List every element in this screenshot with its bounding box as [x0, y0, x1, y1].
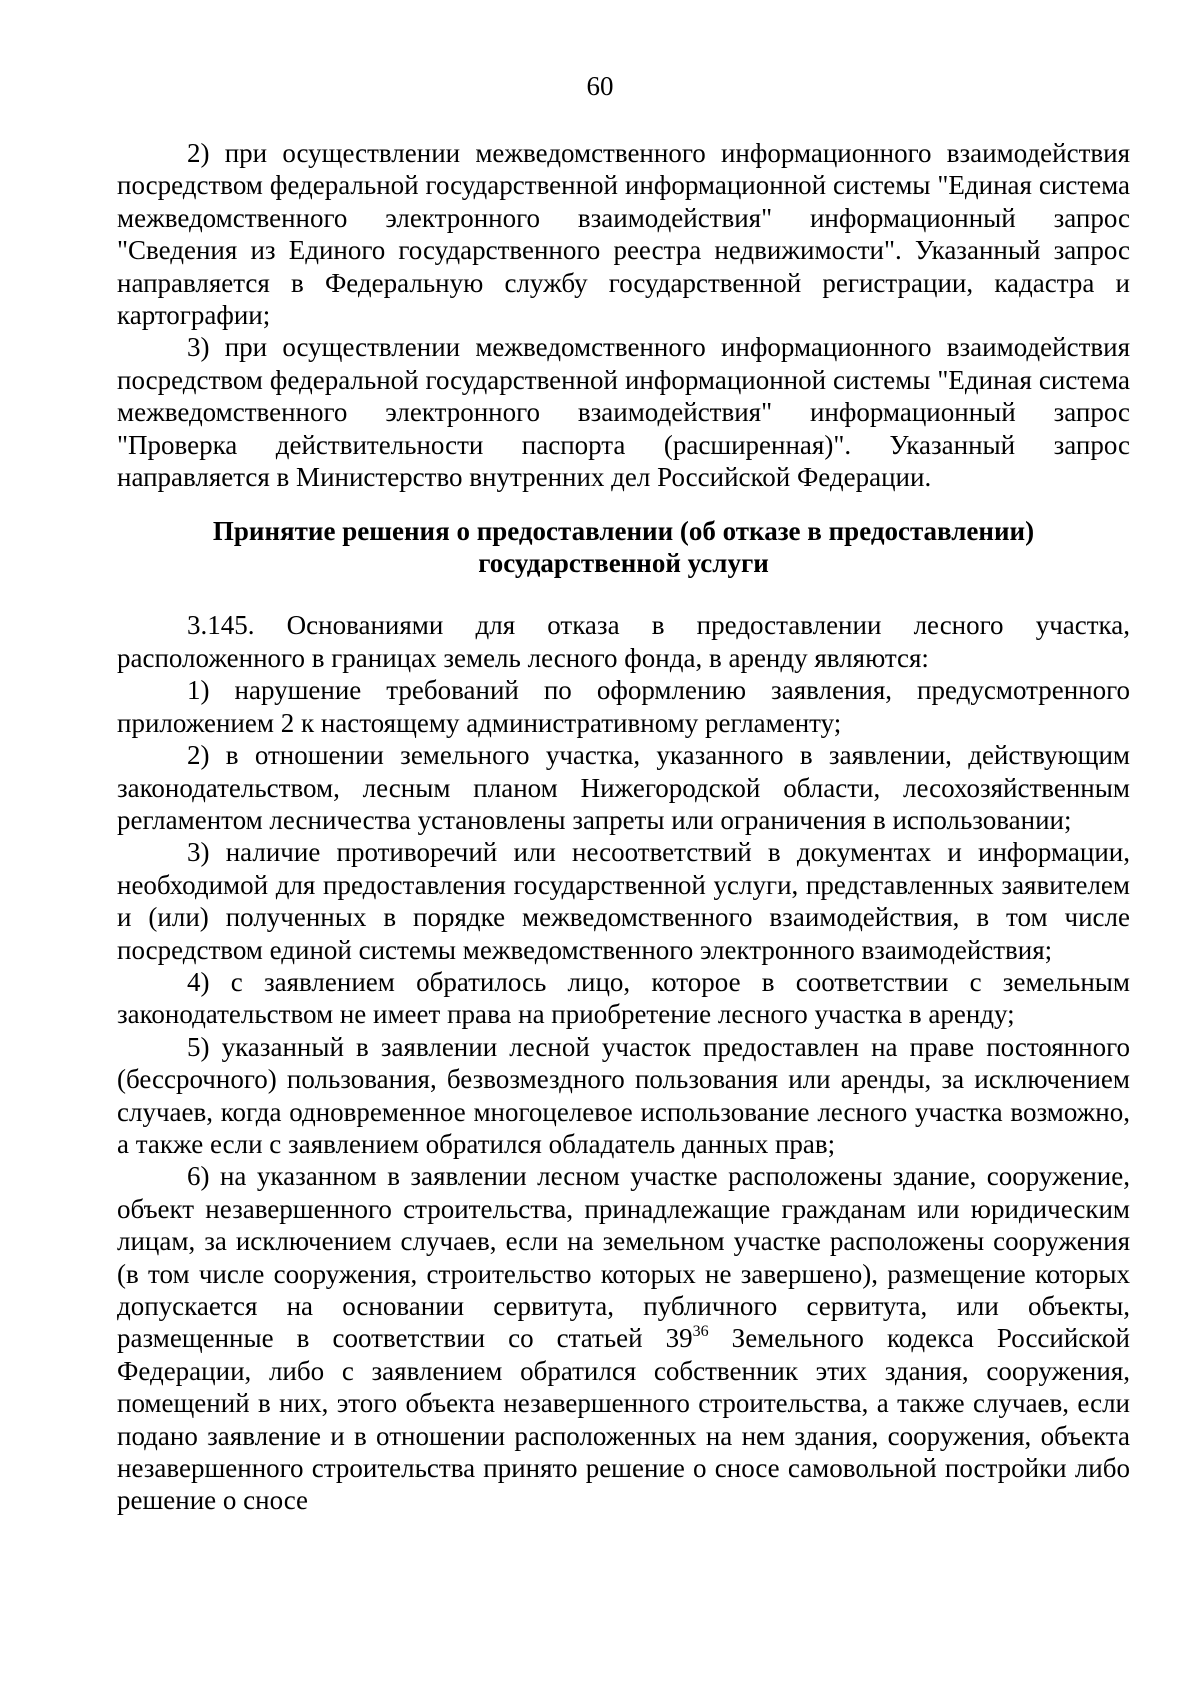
list-item-6 — [117, 1160, 1130, 1516]
list-item-2: 2) в отношении земельного участка, указанного в заявлении, действующим законодательством, лесным планом Нижегородской области, лесохозяйственным регламентом лесничества установлены запреты или ограничения в использовании; — [117, 740, 1130, 835]
paragraph-3-145: 3.145. Основаниями для отказа в предоставлении лесного участка, расположенного в границах земель лесного фонда, в аренду являются: — [117, 610, 1130, 673]
document-body — [117, 137, 1130, 1517]
list-item-6-text-b: Земельного кодекса Российской Федерации, либо с заявлением обратился собственник этих здания, сооружения, помещений в них, этого объекта незавершенного строительства, а также случаев, если подано заявление и в отношении расположенных на нем здания, сооружения, объекта незавершенного строительства принято решение о сносе самовольной постройки либо решение о сносе — [117, 1323, 1130, 1516]
section-heading-line-1: Принятие решения о предоставлении (об отказе в предоставлении) — [212, 516, 1035, 547]
paragraph-item-3: 3) при осуществлении межведомственного информационного взаимодействия посредством федеральной государственной информационной системы "Единая система межведомственного электронного взаимодействия" информационный запрос "Проверка действительности паспорта (расширенная)". Указанный запрос направляется в Министерство внутренних дел Российской Федерации. — [117, 332, 1130, 493]
list-item-4: 4) с заявлением обратилось лицо, которое в соответствии с земельным законодательством не имеет права на приобретение лесного участка в аренду; — [117, 966, 1130, 1030]
list-item-6-text-a: 6) на указанном в заявлении лесном участке расположены здание, сооружение, объект незавершенного строительства, принадлежащие гражданам или юридическим лицам, за исключением случаев, если на земельном участке расположены сооружения (в том числе сооружения, строительство которых не завершено), размещение которых допускается на основании сервитута, публичного сервитута, или объекты, размещенные в соответствии со статьей 39 — [117, 1161, 1130, 1354]
spacer — [117, 599, 1130, 609]
list-item-1: 1) нарушение требований по оформлению заявления, предусмотренного приложением 2 к настоящему административному регламенту; — [117, 675, 1130, 738]
article-superscript: 36 — [692, 1323, 709, 1341]
section-heading-line-2: государственной услуги — [478, 548, 769, 579]
list-item-5: 5) указанный в заявлении лесной участок предоставлен на праве постоянного (бессрочного) пользования, безвозмездного пользования или аренды, за исключением случаев, когда одновременное многоцелевое использование лесного участка возможно, а также если с заявлением обратился обладатель данных прав; — [117, 1031, 1130, 1159]
paragraph-item-2: 2) при осуществлении межведомственного информационного взаимодействия посредством федеральной государственной информационной системы "Единая система межведомственного электронного взаимодействия" информационный запрос "Сведения из Единого государственного реестра недвижимости". Указанный запрос направляется в Федеральную службу государственной регистрации, кадастра и картографии; — [117, 138, 1130, 331]
section-heading — [117, 515, 1130, 579]
list-item-3: 3) наличие противоречий или несоответствий в документах и информации, необходимой для предоставления государственной услуги, представленных заявителем и (или) полученных в порядке межведомственного взаимодействия, в том числе посредством единой системы межведомственного электронного взаимодействия; — [117, 837, 1130, 965]
page-number: 60 — [586, 71, 614, 101]
